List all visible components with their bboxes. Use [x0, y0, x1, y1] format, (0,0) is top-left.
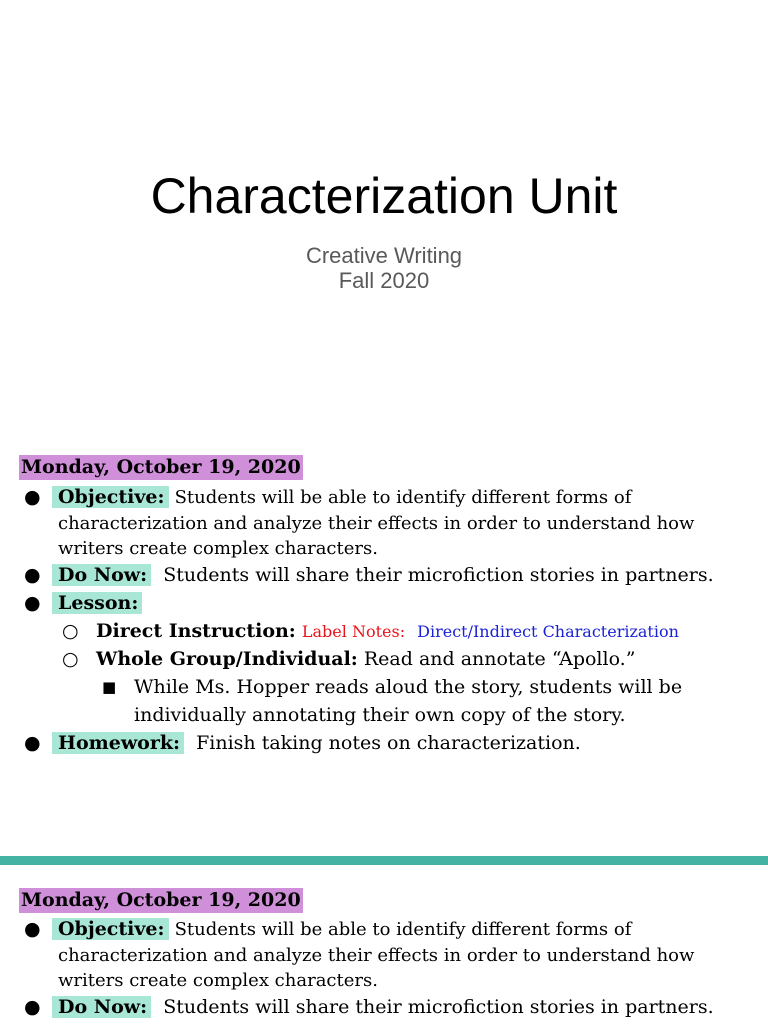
- slide-divider: [0, 856, 768, 865]
- bullet-circle: ○: [62, 620, 79, 642]
- homework-text: Finish taking notes on characterization.: [196, 732, 581, 754]
- title-slide: [0, 0, 768, 432]
- do-now-text: Students will share their microfiction stories in partners.: [163, 996, 714, 1018]
- objective-text: Students will be able to identify different forms of: [174, 487, 632, 508]
- bullet-square: ■: [102, 678, 117, 696]
- lesson-date: Monday, October 19, 2020: [21, 456, 301, 478]
- bullet-dot: ●: [24, 486, 41, 508]
- bullet-dot: ●: [24, 592, 41, 614]
- daily-plan-slide: [0, 865, 768, 1024]
- lesson-date: Monday, October 19, 2020: [21, 889, 301, 911]
- bullet-dot: ●: [24, 996, 41, 1018]
- daily-plan-slide: [0, 432, 768, 832]
- whole-group-label: Whole Group/Individual:: [96, 648, 358, 670]
- sub-item-text-line: individually annotating their own copy of the story.: [134, 704, 626, 726]
- homework-label: Homework:: [52, 732, 184, 754]
- objective-text-line: writers create complex characters.: [58, 538, 378, 559]
- bullet-circle: ○: [62, 648, 79, 670]
- bullet-dot: ●: [24, 918, 41, 940]
- course-name: Creative Writing: [305, 243, 463, 268]
- label-notes: Label Notes:: [301, 622, 406, 641]
- sub-item-text: While Ms. Hopper reads aloud the story, students will be: [134, 676, 683, 698]
- objective-label: Objective:: [52, 918, 169, 940]
- objective-text-line: writers create complex characters.: [58, 970, 378, 991]
- do-now-text: Students will share their microfiction stories in partners.: [163, 564, 714, 586]
- direct-instruction-label: Direct Instruction:: [96, 620, 296, 642]
- lesson-label: Lesson:: [52, 592, 142, 614]
- objective-text-line: characterization and analyze their effects in order to understand how: [58, 513, 695, 534]
- do-now-label: Do Now:: [52, 996, 151, 1018]
- objective-text-line: characterization and analyze their effects in order to understand how: [58, 945, 695, 966]
- objective-label: Objective:: [52, 486, 169, 508]
- unit-title: Characterization Unit: [150, 168, 618, 224]
- bullet-dot: ●: [24, 564, 41, 586]
- bullet-dot: ●: [24, 732, 41, 754]
- whole-group-text: Read and annotate “Apollo.”: [363, 648, 636, 670]
- label-notes-topic: Direct/Indirect Characterization: [417, 622, 679, 641]
- objective-text: Students will be able to identify different forms of: [174, 919, 632, 940]
- term: Fall 2020: [338, 268, 430, 293]
- do-now-label: Do Now:: [52, 564, 151, 586]
